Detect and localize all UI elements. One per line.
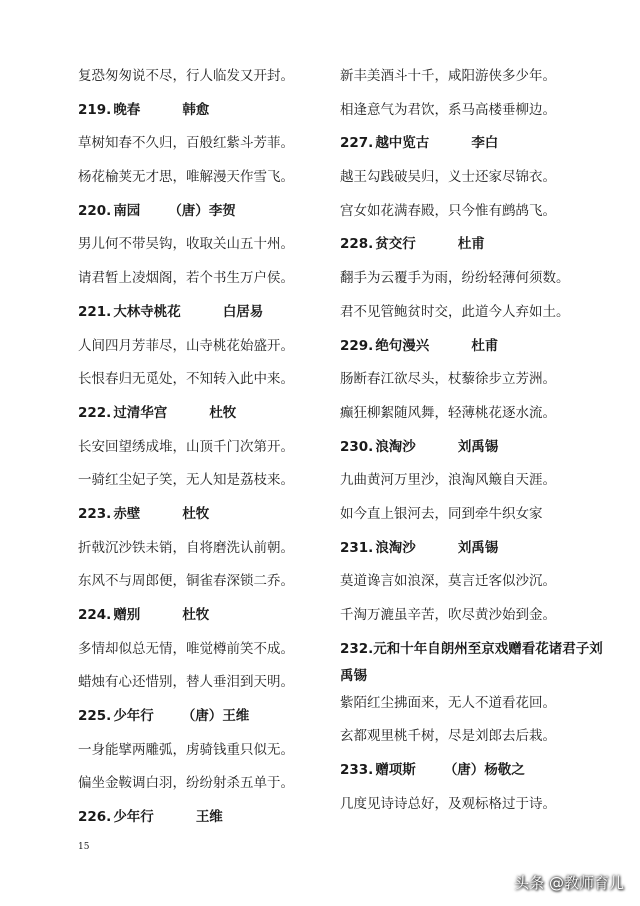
poem-author: 杜牧	[182, 607, 210, 623]
poem-title: 232.元和十年自朗州至京戏赠看花诸君子刘禹锡	[340, 640, 603, 684]
poem-author: 李贺	[208, 202, 236, 219]
poem-author: 白居易	[222, 303, 264, 320]
poem-number: 221.	[78, 303, 112, 320]
poem-author: 杜甫	[457, 236, 485, 253]
poem-line: 新丰美酒斗十千，咸阳游侠多少年。	[340, 68, 556, 84]
poem-line: 一骑红尘妃子笑，无人知是荔枝来。	[78, 472, 294, 489]
poem-name: 少年行	[113, 708, 154, 725]
poem-author: 王维	[195, 809, 223, 826]
poem-title	[78, 498, 348, 532]
poem-name: 赠项斯	[375, 762, 416, 779]
poem-line: 莫道谗言如浪深，莫言迁客似沙沉。	[340, 573, 556, 590]
poem-line: 草树知春不久归，百般红紫斗芳菲。	[78, 135, 294, 152]
poem-name: 越中览古	[375, 135, 430, 152]
poem-name: 赤壁	[113, 505, 141, 522]
poem-title	[78, 296, 348, 330]
poem-author: 刘禹锡	[457, 539, 499, 556]
poem-title	[340, 228, 610, 262]
right-column	[340, 60, 610, 821]
poem-number: 230.	[340, 438, 374, 455]
poem-title	[78, 397, 348, 431]
poem-number: 226.	[78, 809, 112, 826]
poem-name: 大林寺桃花	[113, 303, 181, 320]
poem-line: 玄都观里桃千树，尽是刘郎去后栽。	[340, 728, 556, 745]
poem-title	[340, 330, 610, 364]
poem-line: 一身能擘两雕弧，虏骑钱重只似无。	[78, 741, 294, 758]
poem-author: 韩愈	[182, 101, 210, 118]
poem-line: 男儿何不带吴钩，收取关山五十州。	[78, 236, 294, 253]
poem-dynasty: （唐）	[168, 202, 209, 219]
poem-dynasty: （唐）	[181, 708, 223, 725]
poem-title	[78, 700, 348, 734]
poem-line: 折戟沉沙铁未销，自将磨洗认前朝。	[78, 539, 294, 556]
poem-author: 李白	[471, 135, 499, 152]
poem-number: 227.	[340, 135, 374, 152]
poem-name: 浪淘沙	[375, 539, 416, 556]
poem-line: 千淘万漉虽辛苦，吹尽黄沙始到金。	[340, 607, 556, 623]
poem-author: 杜牧	[209, 404, 237, 421]
poem-title	[78, 801, 348, 835]
poem-number: 228.	[340, 236, 374, 253]
poem-number: 224.	[78, 607, 112, 623]
poem-author: 刘禹锡	[457, 438, 499, 455]
poem-line: 蜡烛有心还惜别，替人垂泪到天明。	[78, 674, 294, 691]
poem-line: 紫陌红尘拂面来，无人不道看花回。	[340, 694, 556, 711]
poem-line: 宫女如花满春殿，只今惟有鹧鸪飞。	[340, 202, 556, 219]
poem-number: 223.	[78, 505, 112, 522]
poem-name: 赠别	[113, 607, 141, 623]
poem-name: 过清华宫	[113, 404, 168, 421]
poem-line: 君不见管鲍贫时交，此道今人弃如土。	[340, 303, 570, 320]
poem-line: 偏坐金鞍调白羽，纷纷射杀五单于。	[78, 775, 294, 792]
poem-title	[340, 754, 610, 788]
poem-number: 233.	[340, 762, 374, 779]
poem-author: 杜牧	[182, 505, 210, 522]
poem-title	[340, 127, 610, 161]
poem-name: 少年行	[113, 809, 154, 826]
poem-line: 肠断春江欲尽头，杖藜徐步立芳洲。	[340, 371, 556, 388]
page-number: 15	[78, 842, 90, 852]
poem-title	[78, 599, 348, 633]
poem-author: 王维	[222, 708, 250, 725]
poem-number: 225.	[78, 708, 112, 725]
poem-line: 复恐匆匆说不尽，行人临发又开封。	[78, 68, 294, 84]
poem-title	[78, 195, 348, 229]
poem-author: 杨敬之	[484, 762, 525, 779]
poem-title	[340, 431, 610, 465]
poem-line: 几度见诗诗总好，及观标格过于诗。	[340, 795, 556, 812]
poem-line: 长安回望绣成堆，山顶千门次第开。	[78, 438, 294, 455]
poem-title	[78, 94, 348, 128]
watermark: 头条 @教师育儿	[514, 874, 624, 892]
poem-line: 相逢意气为君饮，系马高楼垂柳边。	[340, 101, 556, 118]
poem-line: 九曲黄河万里沙，浪淘风簸自天涯。	[340, 472, 556, 489]
poem-name: 南园	[113, 202, 141, 219]
poem-line: 长恨春归无觅处，不知转入此中来。	[78, 371, 294, 388]
poem-line: 越王勾践破吴归，义士还家尽锦衣。	[340, 169, 556, 186]
poem-number: 219.	[78, 101, 112, 118]
poem-line: 东风不与周郎便，铜雀春深锁二乔。	[78, 573, 294, 590]
poem-name: 贫交行	[375, 236, 416, 253]
poem-line: 多情却似总无情，唯觉樽前笑不成。	[78, 640, 294, 657]
poem-name: 晚春	[113, 101, 141, 118]
poem-dynasty: （唐）	[443, 762, 485, 779]
poem-title	[340, 532, 610, 566]
poem-line: 翻手为云覆手为雨，纷纷轻薄何须数。	[340, 270, 570, 287]
poem-line: 杨花榆荚无才思，唯解漫天作雪飞。	[78, 169, 294, 186]
poem-number: 220.	[78, 202, 112, 219]
left-column	[78, 60, 348, 835]
poem-line: 人间四月芳菲尽，山寺桃花始盛开。	[78, 337, 294, 354]
poem-line: 请君暂上凌烟阁，若个书生万户侯。	[78, 270, 294, 287]
poem-author: 杜甫	[471, 337, 499, 354]
poem-number: 222.	[78, 404, 112, 421]
poem-number: 229.	[340, 337, 374, 354]
poem-line: 癫狂柳絮随风舞，轻薄桃花逐水流。	[340, 404, 556, 421]
poem-line: 如今直上银河去，同到牵牛织女家	[340, 505, 543, 522]
poem-name: 浪淘沙	[375, 438, 416, 455]
poem-number: 231.	[340, 539, 374, 556]
poem-name: 绝句漫兴	[375, 337, 430, 354]
